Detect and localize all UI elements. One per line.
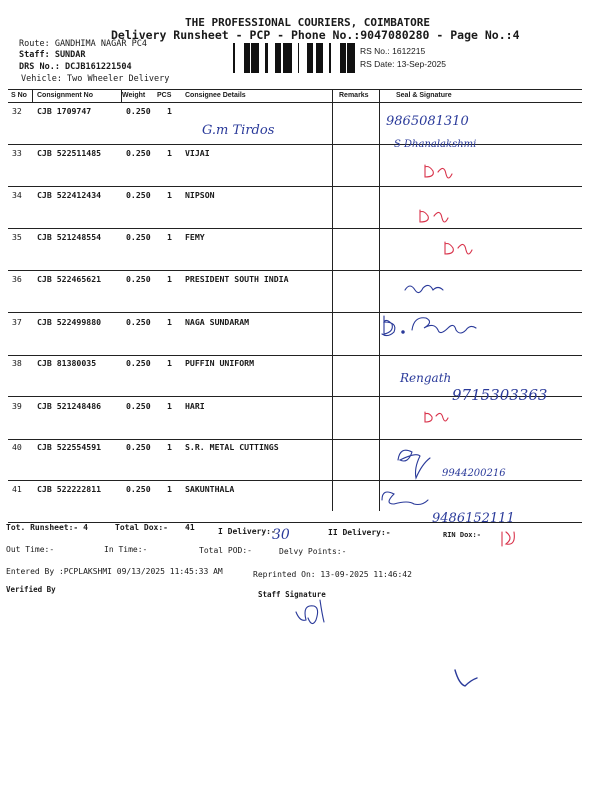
col-header-consignment: Consignment No: [37, 92, 93, 99]
in-time-label: In Time:-: [104, 545, 148, 554]
row-consignee: S.R. METAL CUTTINGS: [185, 442, 279, 452]
row-weight: 0.250: [126, 106, 151, 116]
row-consignee: VIJAI: [185, 148, 210, 158]
svg-text:9486152111: 9486152111: [432, 511, 515, 526]
total-pod-label: Total POD:-: [199, 546, 252, 555]
col-header-consignee: Consignee Details: [185, 92, 246, 99]
row-consignment-no: CJB 522554591: [37, 442, 102, 452]
delvy-points-label: Delvy Points:-: [279, 547, 347, 556]
company-title: THE PROFESSIONAL COURIERS, COIMBATORE: [185, 16, 431, 29]
col-header-sno: S No: [11, 92, 27, 99]
row-weight: 0.250: [126, 358, 151, 368]
i-delivery-label: I Delivery:-: [218, 527, 276, 536]
svg-text:S Dhanalakshmi: S Dhanalakshmi: [394, 139, 477, 150]
runsheet-subtitle: Delivery Runsheet - PCP - Phone No.:9047080280 - Page No.:4: [111, 28, 520, 42]
row-pcs: 1: [167, 484, 172, 494]
total-dox-label: Total Dox:-: [115, 523, 168, 532]
svg-text:9715303363: 9715303363: [452, 386, 548, 404]
row-weight: 0.250: [126, 190, 151, 200]
row-consignee: NAGA SUNDARAM: [185, 317, 250, 327]
rin-dox-label: RIN Dox:-: [443, 531, 481, 539]
row-sno: 39: [12, 401, 22, 411]
row-consignee: PUFFIN UNIFORM: [185, 358, 255, 368]
svg-text:9944200216: 9944200216: [442, 468, 506, 479]
row-consignment-no: CJB 521248486: [37, 401, 102, 411]
row-weight: 0.250: [126, 442, 151, 452]
row-weight: 0.250: [126, 401, 151, 411]
row-sno: 32: [12, 106, 22, 116]
vehicle-text: Vehicle: Two Wheeler Delivery: [21, 74, 170, 84]
row-pcs: 1: [167, 442, 172, 452]
reprinted-on: Reprinted On: 13-09-2025 11:46:42: [253, 570, 412, 579]
row-sno: 36: [12, 274, 22, 284]
tot-runsheet: Tot. Runsheet:- 4: [6, 523, 88, 532]
row-sno: 33: [12, 148, 22, 158]
entered-by: Entered By :PCPLAKSHMI 09/13/2025 11:45:33 AM: [6, 567, 223, 576]
row-consignee: PRESIDENT SOUTH INDIA: [185, 274, 289, 284]
row-pcs: 1: [167, 232, 172, 242]
col-header-weight: Weight: [122, 92, 146, 99]
col-header-remarks: Remarks: [339, 92, 369, 99]
row-weight: 0.250: [126, 484, 151, 494]
row-consignment-no: CJB 522412434: [37, 190, 102, 200]
row-consignment-no: CJB 521248554: [37, 232, 102, 242]
svg-text:9865081310: 9865081310: [386, 114, 469, 129]
row-consignee: NIPSON: [185, 190, 215, 200]
row-pcs: 1: [167, 401, 172, 411]
row-consignment-no: CJB 522511485: [37, 148, 102, 158]
verified-by: Verified By: [6, 585, 56, 594]
staff-text: Staff: SUNDAR: [19, 50, 86, 60]
row-consignment-no: CJB 1709747: [37, 106, 92, 116]
row-weight: 0.250: [126, 317, 151, 327]
row-consignee: HARI: [185, 401, 205, 411]
row-sno: 41: [12, 484, 22, 494]
drs-number: DRS No.: DCJB161221504: [19, 62, 132, 72]
rs-date: RS Date: 13-Sep-2025: [360, 59, 446, 69]
row-weight: 0.250: [126, 232, 151, 242]
row-sno: 40: [12, 442, 22, 452]
row-pcs: 1: [167, 358, 172, 368]
total-dox-value: 41: [185, 523, 195, 532]
row-pcs: 1: [167, 106, 172, 116]
row-consignment-no: CJB 81380035: [37, 358, 97, 368]
i-delivery-handwritten: 30: [272, 527, 290, 543]
row-pcs: 1: [167, 274, 172, 284]
row-consignment-no: CJB 522499880: [37, 317, 102, 327]
row-consignee: SAKUNTHALA: [185, 484, 235, 494]
staff-signature-label: Staff Signature: [258, 590, 326, 599]
row-consignment-no: CJB 522465621: [37, 274, 102, 284]
rs-number: RS No.: 1612215: [360, 46, 426, 56]
row-weight: 0.250: [126, 274, 151, 284]
route-text: Route: GANDHIMA NAGAR PC4: [19, 39, 147, 49]
row-pcs: 1: [167, 148, 172, 158]
col-header-seal-signature: Seal & Signature: [396, 92, 452, 99]
row-consignee: FEMY: [185, 232, 205, 242]
row-weight: 0.250: [126, 148, 151, 158]
row-sno: 37: [12, 317, 22, 327]
svg-text:Rengath: Rengath: [400, 371, 452, 385]
ii-delivery-label: II Delivery:-: [328, 528, 391, 537]
row-pcs: 1: [167, 190, 172, 200]
row-sno: 34: [12, 190, 22, 200]
handwritten-name-note: G.m Tirdos: [202, 123, 275, 138]
col-header-pcs: PCS: [157, 92, 172, 99]
row-sno: 38: [12, 358, 22, 368]
row-consignment-no: CJB 522222811: [37, 484, 102, 494]
row-pcs: 1: [167, 317, 172, 327]
out-time-label: Out Time:-: [6, 545, 55, 554]
row-sno: 35: [12, 232, 22, 242]
